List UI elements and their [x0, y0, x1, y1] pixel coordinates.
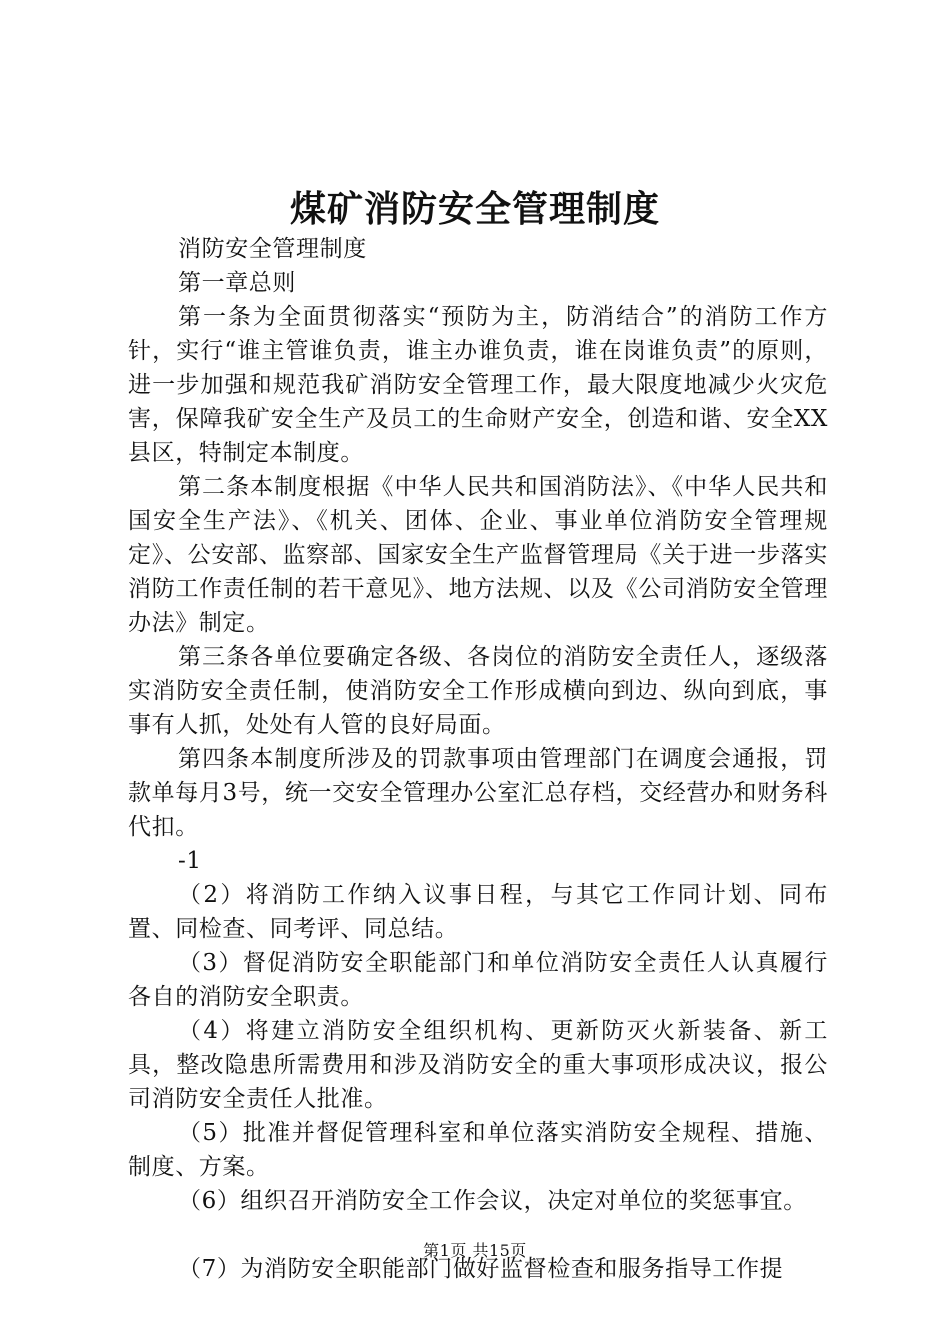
paragraph-item-6: （6）组织召开消防安全工作会议，决定对单位的奖惩事宜。 — [178, 1188, 807, 1214]
paragraph-page-marker: -1 — [178, 848, 202, 874]
paragraph-chapter-heading: 第一章总则 — [178, 270, 296, 296]
paragraph-item-7: （7）为消防安全职能部门做好监督检查和服务指导工作提 — [178, 1256, 784, 1282]
paragraph-item-2: （2）将消防工作纳入议事日程，与其它工作同计划、同布置、同检查、同考评、同总结。 — [128, 882, 828, 942]
paragraph-item-3: （3）督促消防安全职能部门和单位消防安全责任人认真履行各自的消防安全职责。 — [128, 950, 828, 1010]
paragraph-item-4: （4）将建立消防安全组织机构、更新防灭火新装备、新工具，整改隐患所需费用和涉及消防安全的重大事项形成决议，报公司消防安全责任人批准。 — [128, 1018, 828, 1112]
paragraph-item-5: （5）批准并督促管理科室和单位落实消防安全规程、措施、制度、方案。 — [128, 1120, 828, 1180]
paragraph-article-2: 第二条本制度根据《中华人民共和国消防法》、《中华人民共和国安全生产法》、《机关、团体、企业、事业单位消防安全管理规定》、公安部、监察部、国家安全生产监督管理局《关于进一步落实消防工作责任制的若干意见》、地方法规、以及《公司消防安全管理办法》制定。 — [128, 474, 828, 636]
page-footer: 第1页 共15页 — [423, 1241, 527, 1260]
paragraph-article-1: 第一条为全面贯彻落实“预防为主，防消结合”的消防工作方针，实行“谁主管谁负责，谁主办谁负责，谁在岗谁负责”的原则，进一步加强和规范我矿消防安全管理工作，最大限度地减少火灾危害，保障我矿安全生产及员工的生命财产安全，创造和谐、安全XX县区，特制定本制度。 — [128, 304, 828, 466]
paragraph-subtitle: 消防安全管理制度 — [178, 236, 367, 262]
document-body — [128, 232, 828, 1286]
document-title: 煤矿消防安全管理制度 — [289, 188, 660, 230]
paragraph-article-4: 第四条本制度所涉及的罚款事项由管理部门在调度会通报，罚款单每月3号，统一交安全管理办公室汇总存档，交经营办和财务科代扣。 — [128, 746, 828, 840]
paragraph-article-3: 第三条各单位要确定各级、各岗位的消防安全责任人，逐级落实消防安全责任制，使消防安全工作形成横向到边、纵向到底，事事有人抓，处处有人管的良好局面。 — [128, 644, 828, 738]
